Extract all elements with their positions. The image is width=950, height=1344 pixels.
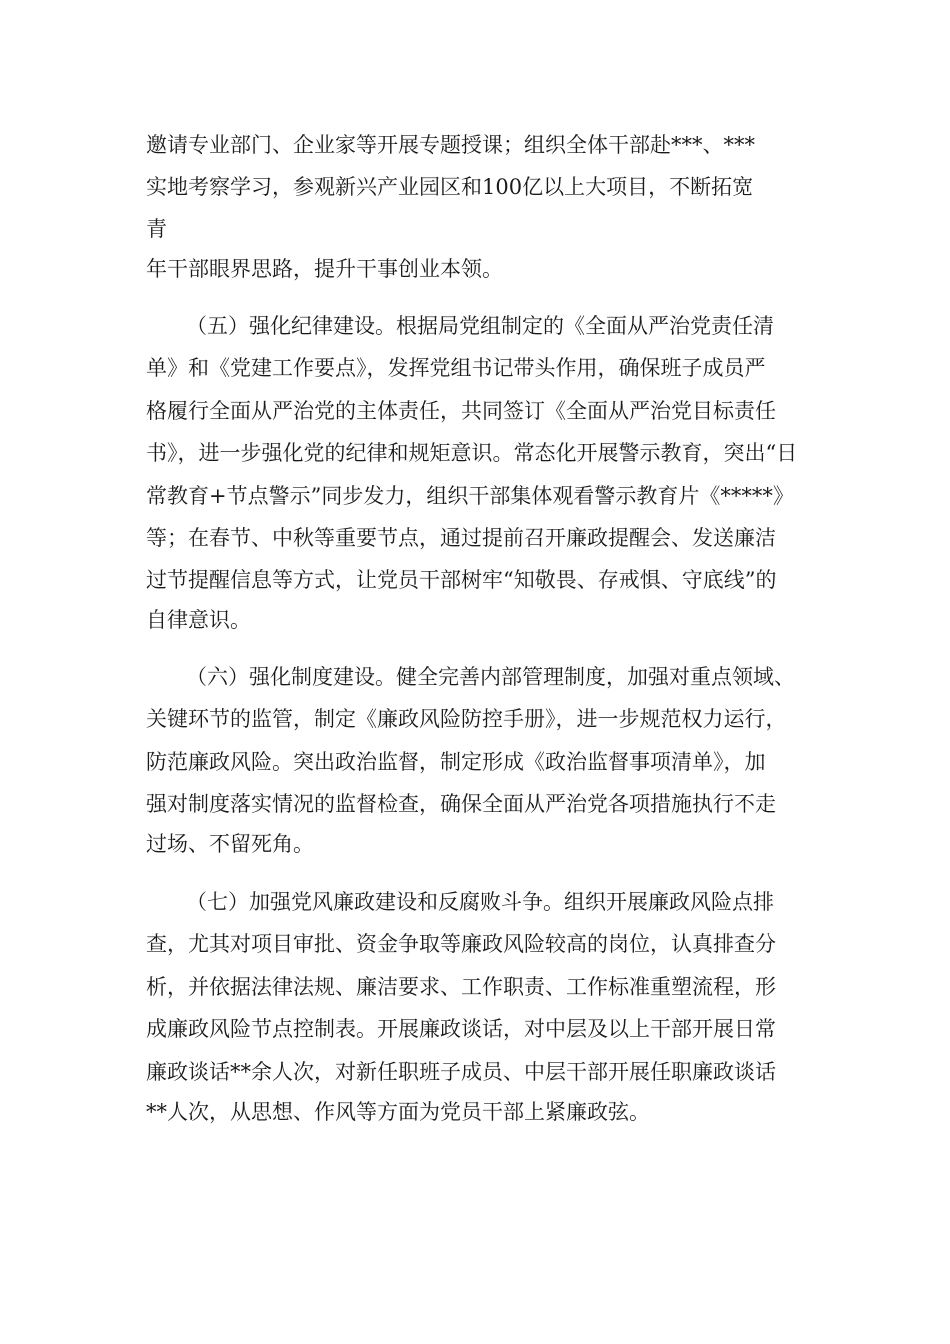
paragraph-5-first-line: （五）强化纪律建设。根据局党组制定的《全面从严治党责任清 [186,314,774,338]
text-line: 青 [146,217,167,241]
text-line: 单》和《党建工作要点》，发挥党组书记带头作用，确保班子成员严 [146,356,766,380]
text-line: 关键环节的监管，制定《廉政风险防控手册》，进一步规范权力运行， [146,707,787,731]
text-line: 等；在春节、中秋等重要节点，通过提前召开廉政提醒会、发送廉洁 [146,526,776,550]
text-line: 过节提醒信息等方式，让党员干部树牢“知敬畏、存戒惧、守底线”的 [146,568,777,592]
text-line: 格履行全面从严治党的主体责任，共同签订《全面从严治党目标责任 [146,399,776,423]
text-line: 实地考察学习，参观新兴产业园区和100亿以上大项目，不断拓宽 [146,175,754,199]
text-line: 强对制度落实情况的监督检查，确保全面从严治党各项措施执行不走 [146,792,776,816]
text-line: 查，尤其对项目审批、资金争取等廉政风险较高的岗位，认真排查分 [146,932,776,956]
text-line: 常教育+节点警示”同步发力，组织干部集体观看警示教育片《*****》 [146,484,794,508]
text-line: 廉政谈话**余人次，对新任职班子成员、中层干部开展任职廉政谈话 [146,1060,776,1084]
text-line: 邀请专业部门、企业家等开展专题授课；组织全体干部赴***、*** [146,133,755,157]
text-line: 书》，进一步强化党的纪律和规矩意识。常态化开展警示教育，突出“日 [146,441,798,465]
text-line: 自律意识。 [146,608,251,632]
text-line: **人次，从思想、作风等方面为党员干部上紧廉政弦。 [146,1100,650,1124]
text-line: 过场、不留死角。 [146,832,314,856]
text-line: 析，并依据法律法规、廉洁要求、工作职责、工作标准重塑流程，形 [146,975,776,999]
paragraph-6-first-line: （六）强化制度建设。健全完善内部管理制度，加强对重点领域、 [186,665,795,689]
text-line: 防范廉政风险。突出政治监督，制定形成《政治监督事项清单》，加 [146,750,766,774]
text-line: 年干部眼界思路，提升干事创业本领。 [146,257,503,281]
paragraph-7-first-line: （七）加强党风廉政建设和反腐败斗争。组织开展廉政风险点排 [186,890,774,914]
text-line: 成廉政风险节点控制表。开展廉政谈话，对中层及以上干部开展日常 [146,1017,776,1041]
